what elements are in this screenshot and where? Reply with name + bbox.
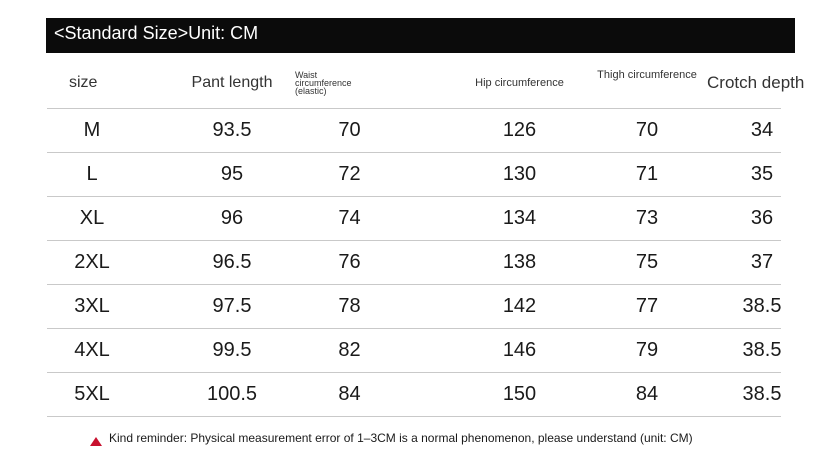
cell-pant-length: 99.5 <box>212 339 252 361</box>
cell-size: 4XL <box>74 339 110 361</box>
cell-hip: 142 <box>502 295 537 317</box>
cell-crotch: 36 <box>750 207 774 229</box>
cell-hip: 126 <box>502 119 537 141</box>
cell-hip: 138 <box>502 251 537 273</box>
cell-size: L <box>86 163 98 185</box>
cell-waist: 70 <box>338 119 361 141</box>
cell-crotch: 34 <box>750 119 774 141</box>
cell-thigh: 79 <box>635 339 659 361</box>
cell-waist: 84 <box>338 383 361 405</box>
cell-thigh: 84 <box>635 383 659 405</box>
cell-thigh: 73 <box>635 207 659 229</box>
cell-pant-length: 96.5 <box>212 251 252 273</box>
cell-waist: 74 <box>338 207 361 229</box>
cell-crotch: 38.5 <box>742 339 782 361</box>
header-hip-circumference: Hip circumference <box>475 77 564 89</box>
table-title: <Standard Size>Unit: CM <box>46 18 795 53</box>
cell-thigh: 77 <box>635 295 659 317</box>
header-waist-circumference <box>295 58 385 108</box>
cell-size: M <box>83 119 101 141</box>
header-waist-line3: (elastic) <box>295 86 327 96</box>
cell-crotch: 35 <box>750 163 774 185</box>
cell-pant-length: 96 <box>220 207 244 229</box>
cell-thigh: 70 <box>635 119 659 141</box>
header-pant-length: Pant length <box>191 74 273 91</box>
header-waist-line1: Waist <box>295 70 318 80</box>
cell-thigh: 75 <box>635 251 659 273</box>
cell-waist: 78 <box>338 295 361 317</box>
header-waist-line2: circumference <box>295 78 352 88</box>
header-size: size <box>69 74 98 91</box>
table-row <box>47 241 781 285</box>
cell-thigh: 71 <box>635 163 659 185</box>
header-crotch-depth: Crotch depth <box>707 73 805 92</box>
table-row <box>47 329 781 373</box>
table-row <box>47 197 781 241</box>
kind-reminder-note <box>90 429 693 446</box>
cell-hip: 146 <box>502 339 537 361</box>
warning-triangle-icon <box>90 437 102 446</box>
cell-crotch: 38.5 <box>742 295 782 317</box>
size-table <box>47 58 805 417</box>
cell-size: XL <box>79 207 105 229</box>
cell-size: 2XL <box>74 251 110 273</box>
cell-pant-length: 95 <box>220 163 244 185</box>
cell-waist: 82 <box>338 339 361 361</box>
table-row <box>47 285 781 329</box>
cell-waist: 72 <box>338 163 361 185</box>
cell-pant-length: 100.5 <box>206 383 258 405</box>
cell-pant-length: 97.5 <box>212 295 252 317</box>
kind-reminder-text: Kind reminder: Physical measurement error of 1–3CM is a normal phenomenon, please understand (unit: CM) <box>109 430 693 445</box>
table-row <box>47 109 781 153</box>
cell-crotch: 38.5 <box>742 383 782 405</box>
cell-pant-length: 93.5 <box>212 119 252 141</box>
table-header-row <box>47 58 805 109</box>
cell-waist: 76 <box>338 251 361 273</box>
cell-size: 3XL <box>74 295 110 317</box>
cell-hip: 150 <box>502 383 537 405</box>
cell-hip: 130 <box>502 163 537 185</box>
cell-crotch: 37 <box>750 251 774 273</box>
cell-hip: 134 <box>502 207 537 229</box>
table-row <box>47 153 781 197</box>
table-row <box>47 373 781 417</box>
cell-size: 5XL <box>74 383 110 405</box>
header-thigh-circumference: Thigh circumference <box>597 69 697 81</box>
